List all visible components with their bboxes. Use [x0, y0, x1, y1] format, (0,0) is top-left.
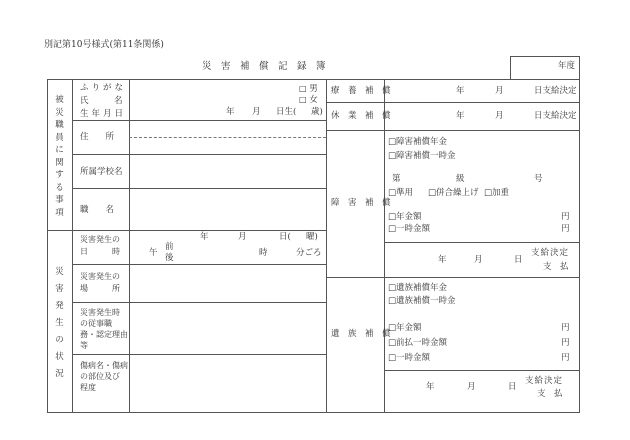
- duty-label-3: 務・認定理由: [80, 330, 128, 339]
- birth-label: 生年月日: [80, 109, 127, 119]
- medical-year: 年: [456, 86, 465, 96]
- female-label: 女: [309, 95, 318, 105]
- pm-label: 後: [165, 253, 174, 263]
- occurrence-date-label-1: 災害発生の: [80, 235, 120, 244]
- male-label: 男: [309, 84, 318, 94]
- survivor-pay-month: 月: [467, 382, 476, 392]
- school-label: 所属学校名: [80, 167, 123, 177]
- injury-label-1: 傷病名・傷病: [80, 361, 128, 370]
- occurrence-weekday: 曜): [306, 232, 318, 242]
- occurrence-place-label-1: 災害発生の: [80, 272, 120, 281]
- duty-label-1: 災害発生時: [80, 308, 120, 317]
- minute-label: 分ごろ: [296, 248, 322, 258]
- absence-year: 年: [456, 111, 465, 121]
- disability-lump-check[interactable]: □障害補償一時金: [388, 151, 456, 161]
- survivor-pay-year: 年: [426, 382, 435, 392]
- year-label: 年度: [558, 61, 576, 71]
- absence-decision: 日支給決定: [534, 111, 577, 121]
- grade-kyu: 級: [456, 174, 465, 184]
- disability-pay-day: 日: [514, 255, 523, 265]
- advance-lump-amount[interactable]: □前払一時金額: [388, 338, 448, 348]
- yen-5: 円: [561, 353, 570, 363]
- address-label: 住 所: [80, 132, 115, 142]
- medical-month: 月: [495, 86, 504, 96]
- grade-dai: 第: [392, 174, 401, 184]
- yen-2: 円: [561, 224, 570, 234]
- survivor-pay-day: 日: [508, 382, 517, 392]
- injury-label-2: の部位及び: [80, 372, 120, 381]
- section-situation-label: 災害発生の状況: [55, 267, 64, 379]
- disability-pension-check[interactable]: □障害補償年金: [388, 137, 448, 147]
- am-label: 前: [165, 242, 174, 252]
- survivor-payment: 支 払: [537, 389, 563, 399]
- occurrence-place-label-2: 場 所: [80, 284, 120, 293]
- disability-pay-year: 年: [438, 255, 447, 265]
- absence-compensation-label: 休 業 補 償: [331, 111, 391, 121]
- survivor-lump-check[interactable]: □遺族補償一時金: [388, 296, 456, 306]
- option-kajuu[interactable]: □加重: [484, 188, 510, 198]
- form-title: 災 害 補 償 記 録 簿: [202, 61, 326, 72]
- option-heigou[interactable]: □併合繰上げ: [428, 188, 479, 198]
- disability-pay-month: 月: [474, 255, 483, 265]
- checkbox-male[interactable]: □: [299, 84, 307, 93]
- form-number: 別記第10号様式(第11条関係): [44, 40, 164, 50]
- age-label: 歳): [311, 107, 323, 117]
- hour-label: 時: [259, 248, 268, 258]
- birth-year: 年: [226, 107, 235, 117]
- yen-1: 円: [561, 212, 570, 222]
- injury-label-3: 程度: [80, 383, 96, 392]
- position-label: 職 名: [80, 205, 115, 215]
- survivor-pension-check[interactable]: □遺族補償年金: [388, 283, 448, 293]
- survivor-compensation-label: 遺 族 補 償: [331, 329, 391, 339]
- duty-label-4: 等: [80, 341, 88, 350]
- medical-decision: 日支給決定: [534, 86, 577, 96]
- furigana-label: ふりがな: [80, 83, 127, 93]
- disability-compensation-label: 障 害 補 償: [331, 198, 391, 208]
- option-junyo[interactable]: □準用: [388, 188, 414, 198]
- survivor-lump-amount[interactable]: □一時金額: [388, 353, 431, 363]
- birth-month: 月: [252, 107, 261, 117]
- yen-4: 円: [561, 338, 570, 348]
- disability-pension-amount[interactable]: □年金額: [388, 212, 422, 222]
- gozen-label: 午: [149, 248, 158, 258]
- section-employee-label: 被災職員に関する事項: [55, 95, 64, 218]
- occurrence-day: 日(: [279, 232, 291, 242]
- occurrence-date-label-2: 日 時: [80, 247, 120, 256]
- name-label: 氏 名: [80, 96, 123, 106]
- yen-3: 円: [561, 323, 570, 333]
- survivor-decision: 支給決定: [525, 376, 564, 386]
- disability-decision: 支給決定: [531, 248, 570, 258]
- occurrence-year: 年: [200, 232, 209, 242]
- occurrence-month: 月: [238, 232, 247, 242]
- grade-go: 号: [534, 174, 543, 184]
- survivor-pension-amount[interactable]: □年金額: [388, 323, 422, 333]
- disability-payment: 支 払: [543, 262, 569, 272]
- absence-month: 月: [495, 111, 504, 121]
- birth-day: 日生(: [276, 107, 297, 117]
- duty-label-2: の従事職: [80, 319, 112, 328]
- medical-compensation-label: 療 養 補 償: [331, 86, 391, 96]
- disability-lump-amount[interactable]: □一時金額: [388, 224, 431, 234]
- checkbox-female[interactable]: □: [299, 95, 307, 104]
